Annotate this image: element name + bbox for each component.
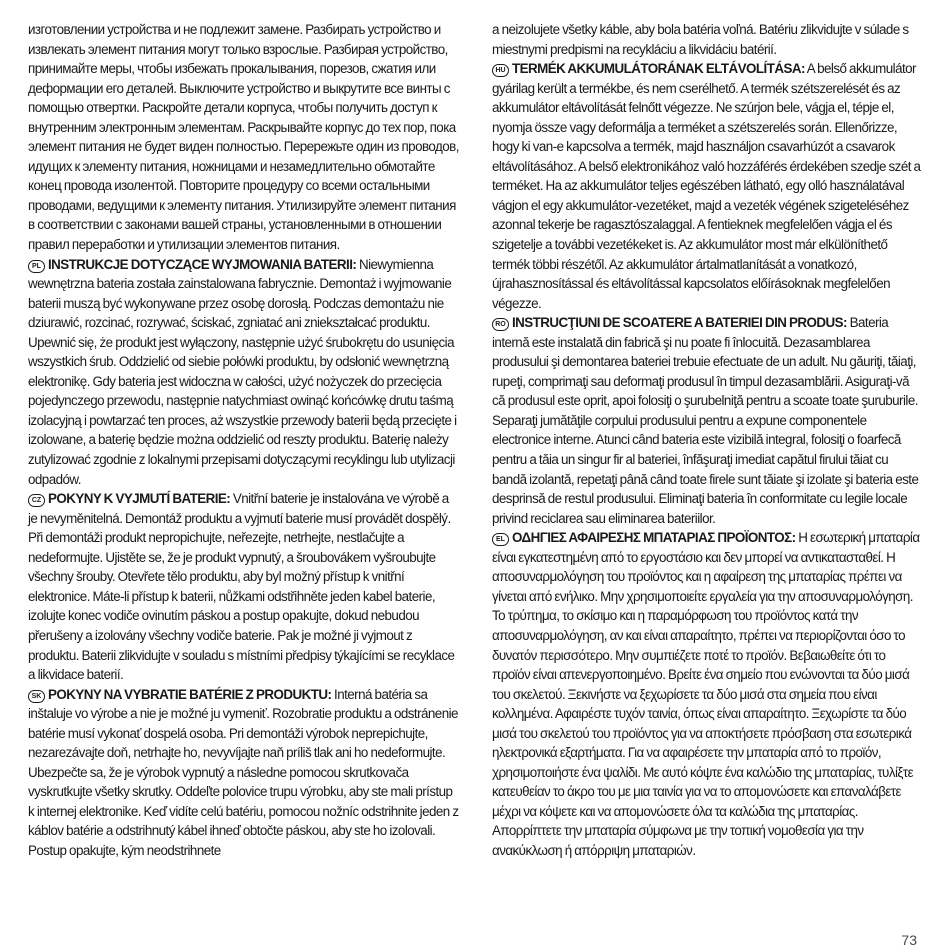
language-badge-pl: PL: [28, 260, 45, 273]
ru-continuation-paragraph: изготовлении устройства и не подлежит замене. Разбирать устройство и извлекать элемент питания могут только взрослые. Разбирая устройство, принимайте меры, чтобы избежать прокалывания, порезов, сжатия или деформации его деталей. Выключите устройство и выкрутите все винты с помощью отвертки. Раскройте детали корпуса, чтобы получить доступ к внутренним электронным элементам. Раскрывайте корпус до тех пор, пока элемент питания не будет виден полностью. Перережьте один из проводов, идущих к элементу питания, ножницами и незамедлительно обмотайте конец провода изолентой. Повторите процедуру со всеми остальными проводами, ведущими к элементу питания. Утилизируйте элемент питания в соответствии с законами вашей страны, установленными в отношении правил переработки и утилизации элементов питания.: [28, 22, 459, 253]
language-badge-cz: CZ: [28, 494, 45, 507]
hu-body: A belső akkumulátor gyárilag került a termékbe, és nem cserélhető. A termék szétszerelését és az akkumulátor eltávolítását felnőtt végezze. Ne szúrjon bele, vágja el, tépje el, nyomja össze vagy deformálja a terméket a szétszerelés során. Ellenőrizze, hogy ki van-e kapcsolva a termék, majd használjon csavarhúzót a csavarok eltávolításához. A belső elektronikához való hozzáférés érdekében szedje szét a terméket. Ha az akkumulátor teljes egészében látható, egy olló használatával vágjon el egy akkumulátor-vezetéket, majd a vezeték végének szigeteléséhez azonnal tekerje be ragasztószalaggal. A fentieknek megfelelően vágja el és szigetelje a további vezetékeket is. Az akkumulátor most már elkülöníthető termék többi részétől. Az akkumulátor ártalmatlanítását a vonatkozó, újrahasznosítással és eltávolítással kapcsolatos előírásoknak megfelelően végezze.: [492, 61, 921, 311]
hu-section: [492, 59, 922, 313]
ro-body: Bateria internă este instalată din fabrică şi nu poate fi înlocuită. Dezasamblarea produsului şi demontarea bateriei trebuie efectuate de un adult. Nu găuriţi, tăiaţi, rupeţi, comprimaţi sau deformaţi produsul în timpul dezasamblării. Asiguraţi-vă că produsul este oprit, apoi folosiţi o şurubelniţă pentru a scoate toate şuruburile. Separaţi jumătăţile corpului produsului pentru a expune componentele electronice interne. Atunci când bateria este vizibilă integral, folosiţi o foarfecă pentru a tăia un singur fir al bateriei, înfăşuraţi imediat capătul firului tăiat cu bandă izolantă, repetaţi până când toate firele sunt tăiate şi izolate şi bateria este desprinsă de restul produsului. Eliminaţi bateria în conformitate cu legile locale privind reciclarea sau eliminarea bateriilor.: [492, 315, 919, 526]
pl-heading: INSTRUKCJE DOTYCZĄCE WYJMOWANIA BATERII:: [48, 256, 357, 272]
language-badge-ro: RO: [492, 318, 509, 331]
pl-section: [28, 255, 460, 490]
el-section: [492, 528, 922, 860]
language-badge-el: EL: [492, 533, 509, 546]
ro-section: [492, 313, 922, 528]
left-column: [28, 20, 460, 861]
language-badge-hu: HU: [492, 64, 509, 77]
sk-section: [28, 685, 460, 861]
cz-body: Vnitřní baterie je instalována ve výrobě a je nevyměnitelná. Demontáž produktu a vyjmutí baterie musí provádět dospělý. Při demontáži produkt nepropichujte, neřezejte, netrhejte, nestlačujte a nedeformujte. Ujistěte se, že je produkt vypnutý, a šroubovákem vyšroubujte všechny šrouby. Otevřete tělo produktu, aby byl možný přístup k vnitřní elektronice. Máte-li přístup k baterii, nůžkami odstřihněte jeden kabel baterie, izolujte konec vodiče ovinutím páskou a postup opakujte, dokud nebudou přerušeny a izolovány všechny vodiče baterie. Pak je možné ji vyjmout z produktu. Baterii zlikvidujte v souladu s místními předpisy týkajícími se recyklace a likvidace baterií.: [28, 491, 455, 683]
el-heading: ΟΔΗΓΙΕΣ ΑΦΑΙΡΕΣΗΣ ΜΠΑΤΑΡΙΑΣ ΠΡΟΪΟΝΤΟΣ:: [512, 530, 796, 546]
el-body: Η εσωτερική μπαταρία είναι εγκατεστημένη από το εργοστάσιο και δεν μπορεί να αντικατασταθεί. Η αποσυναρμολόγηση του προϊόντος και η αφαίρεση της μπαταρίας πρέπει να γίνεται από ενήλικο. Μην χρησιμοποιείτε εργαλεία για την αποσυναρμολόγηση. Το τρύπημα, το σκίσιμο και η παραμόρφωση του προϊόντος κατά την αποσυναρμολόγηση, αν και είναι απαραίτητο, πρέπει να περιορίζονται όσο το δυνατόν περισσότερο. Μην συμπιέζετε ποτέ το προϊόν. Βεβαιωθείτε ότι το προϊόν είναι απενεργοποιημένο. Βρείτε ένα σημείο που ενώνονται τα δύο μισά του σκελετού. Ξεκινήστε να ξεχωρίσετε τα δύο μισά στα σημεία που είναι κολλημένα. Αφαιρέστε τυχόν ταινία, όπως είναι απαραίτητο. Ξεχωρίστε τα δύο μισά του σκελετού του προϊόντος για να αποκτήσετε πρόσβαση στα εσωτερικά ηλεκτρονικά εξαρτήματα. Για να αφαιρέσετε την μπαταρία από το προϊόν, χρησιμοποιήστε ένα ψαλίδι. Με αυτό κόψτε ένα καλώδιο της μπαταρίας, τυλίξτε κατευθείαν το άκρο του με μια ταινία για να το απομονώσετε και επαναλάβετε μέχρι να κόψετε και να απομονώσετε όλα τα καλώδια της μπαταρίας. Απορρίπτετε την μπαταρία σύμφωνα με την τοπική νομοθεσία για την ανακύκλωση ή απόρριψη μπαταριών.: [492, 530, 920, 858]
language-badge-sk: SK: [28, 690, 45, 703]
page-number: 73: [901, 932, 917, 948]
sk-continuation-paragraph: a neizolujete všetky káble, aby bola batéria voľná. Batériu zlikvidujte v súlade s miestnymi predpismi na recykláciu a likvidáciu batérií.: [492, 22, 909, 57]
sk-body: Interná batéria sa inštaluje vo výrobe a nie je možné ju vymeniť. Rozobratie produktu a odstránenie batérie musí vykonať dospelá osoba. Pri demontáži výrobok neprepichujte, nezarezávajte doň, netrhajte ho, nevyvíjajte naň príliš tlak ani ho nedeformujte. Ubezpečte sa, že je výrobok vypnutý a následne pomocou skrutkovača vyskrutkujte všetky skrutky. Oddeľte polovice trupu výrobku, aby ste mali prístup k internej elektronike. Keď vidíte celú batériu, pomocou nožníc odstrihnite jeden z káblov batérie a odstrihnutý kábel ihneď obtočte páskou, aby ste ho izolovali. Postup opakujte, kým neodstrihnete: [28, 686, 459, 858]
cz-section: [28, 489, 460, 684]
cz-heading: POKYNY K VYJMUTÍ BATERIE:: [48, 491, 231, 507]
ro-heading: INSTRUCŢIUNI DE SCOATERE A BATERIEI DIN PRODUS:: [512, 315, 847, 331]
right-column: [492, 20, 922, 861]
sk-heading: POKYNY NA VYBRATIE BATÉRIE Z PRODUKTU:: [48, 686, 332, 702]
hu-heading: TERMÉK AKKUMULÁTORÁNAK ELTÁVOLÍTÁSA:: [512, 61, 805, 77]
pl-body: Niewymienna wewnętrzna bateria została zainstalowana fabrycznie. Demontaż i wyjmowanie baterii muszą być wykonywane przez osobę dorosłą. Podczas demontażu nie dziurawić, rozcinać, rozrywać, ściskać, zgniatać ani zniekształcać produktu. Upewnić się, że produkt jest wyłączony, następnie użyć śrubokrętu do usunięcia wszystkich śrub. Oddzielić od siebie połówki produktu, by odsłonić wewnętrzną elektronikę. Gdy bateria jest widoczna w całości, użyć nożyczek do przecięcia pojedynczego przewodu, następnie natychmiast owinąć końcówkę drutu taśmą izolacyjną i powtarzać ten proces, aż wszystkie przewody baterii będą przecięte i izolowane, a baterię będzie można oddzielić od reszty produktu. Baterię należy zutylizować zgodnie z lokalnymi przepisami dotyczącymi recyklingu lub utylizacji odpadów.: [28, 256, 457, 487]
